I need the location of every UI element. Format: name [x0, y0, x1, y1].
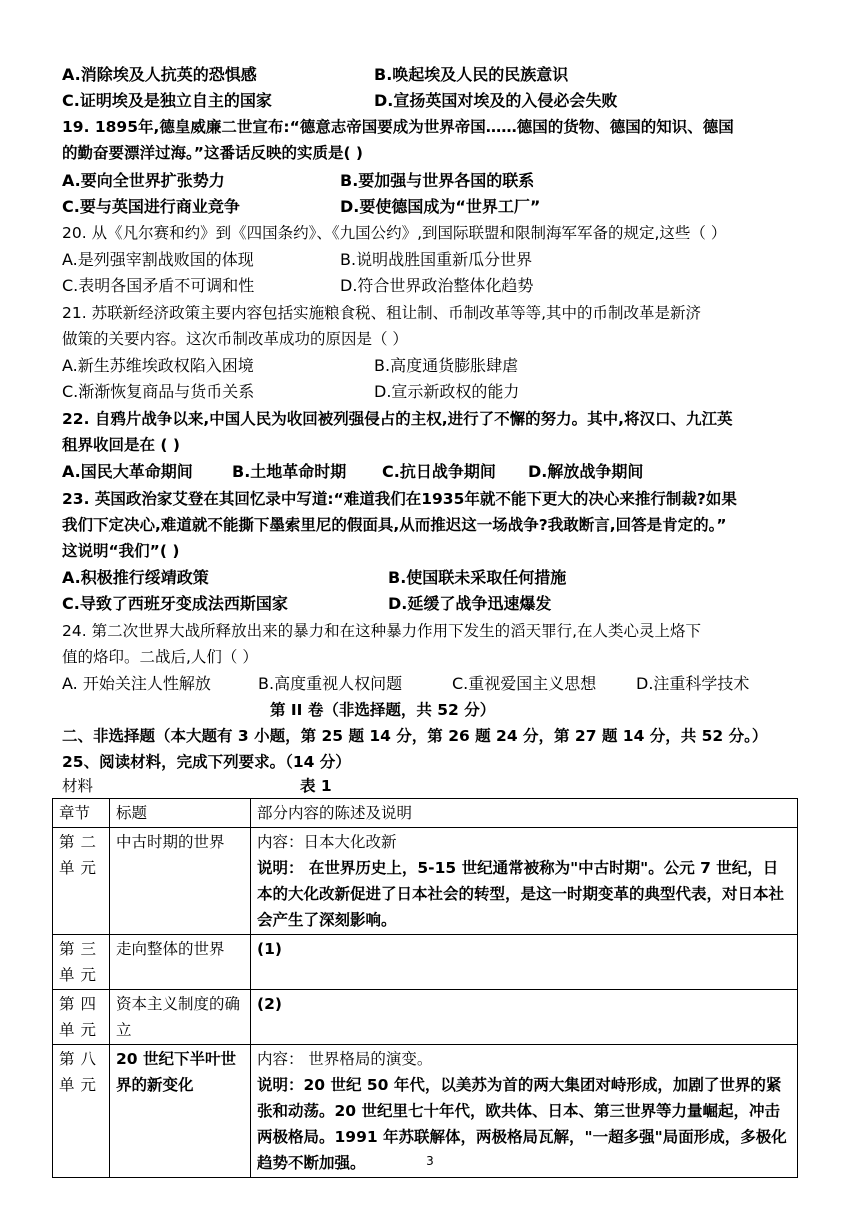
q18-option-d: D.宣扬英国对埃及的入侵必会失败	[374, 91, 618, 110]
row1-chapter: 第二单元	[53, 828, 110, 935]
q21-option-d: D.宣示新政权的能力	[374, 382, 520, 401]
table-1	[52, 798, 798, 1178]
material-label: 材料	[62, 777, 94, 795]
q21-option-c: C.渐渐恢复商品与货币关系	[62, 382, 255, 401]
row2-chapter: 第三单元	[53, 935, 110, 990]
part2-title: 第 II 卷（非选择题，共 52 分）	[270, 701, 496, 719]
q24-stem-line1: 24. 第二次世界大战所释放出来的暴力和在这种暴力作用下发生的滔天罪行,在人类心灵上烙下	[62, 622, 702, 640]
q21-option-b: B.高度通货膨胀肆虐	[374, 356, 519, 375]
q19-option-d: D.要使德国成为“世界工厂”	[340, 197, 541, 216]
q19-option-a: A.要向全世界扩张势力	[62, 171, 225, 190]
row2-content: (1)	[251, 935, 798, 990]
q22-stem-line1: 22. 自鸦片战争以来,中国人民为收回被列强侵占的主权,进行了不懈的努力。其中,将汉口、九江英	[62, 410, 733, 428]
q18-option-b: B.唤起埃及人民的民族意识	[374, 65, 569, 84]
q20-option-b: B.说明战胜国重新瓜分世界	[340, 250, 533, 269]
q23-stem-line2: 我们下定决心,难道就不能撕下墨索里尼的假面具,从而推迟这一场战争?我敢断言,回答是肯定的。”	[62, 516, 727, 534]
q23-stem-line3: 这说明“我们”( )	[62, 542, 180, 560]
page-number: 3	[426, 1154, 434, 1168]
table-caption: 表 1	[300, 777, 332, 795]
q19-stem-line1: 19. 1895年,德皇威廉二世宣布:“德意志帝国要成为世界帝国……德国的货物、德国的知识、德国	[62, 118, 734, 136]
row1-note: 说明： 在世界历史上，5-15 世纪通常被称为"中古时期"。公元 7 世纪，日本的大化改新促进了日本社会的转型，是这一时期变革的典型代表，对日本社会产生了深刻影响。	[257, 859, 785, 929]
table-row	[53, 990, 798, 1045]
row4-note: 说明：20 世纪 50 年代，以美苏为首的两大集团对峙形成，加剧了世界的紧张和动荡。20 世纪里七十年代，欧共体、日本、第三世界等力量崛起，冲击两极格局。1991 年苏联解体，两极格局瓦解，"一超多强"局面形成，多极化趋势不断加强。	[257, 1076, 787, 1172]
q22-stem-line2: 租界收回是在 ( )	[62, 436, 180, 454]
q22-option-b: B.土地革命时期	[232, 462, 347, 481]
part2-heading: 二、非选择题（本大题有 3 小题，第 25 题 14 分，第 26 题 24 分，第 27 题 14 分，共 52 分。）	[62, 727, 768, 745]
row3-content: (2)	[251, 990, 798, 1045]
q22-option-a: A.国民大革命期间	[62, 462, 193, 481]
q19-option-c: C.要与英国进行商业竞争	[62, 197, 240, 216]
q23-stem-line1: 23. 英国政治家艾登在其回忆录中写道:“难道我们在1935年就不能下更大的决心来推行制裁?如果	[62, 490, 737, 508]
q20-option-d: D.符合世界政治整体化趋势	[340, 276, 534, 295]
q24-option-b: B.高度重视人权问题	[258, 674, 403, 693]
q24-option-d: D.注重科学技术	[636, 674, 750, 693]
table-header-row	[53, 799, 798, 828]
row2-title: 走向整体的世界	[110, 935, 251, 990]
q24-option-c: C.重视爱国主义思想	[452, 674, 597, 693]
header-content: 部分内容的陈述及说明	[251, 799, 798, 828]
q21-stem-line2: 做策的关要内容。这次币制改革成功的原因是（ ）	[62, 330, 408, 348]
q23-option-a: A.积极推行绥靖政策	[62, 568, 209, 587]
q19-stem-line2: 的勤奋要漂洋过海。”这番话反映的实质是( )	[62, 144, 364, 162]
q23-option-b: B.使国联未采取任何措施	[388, 568, 567, 587]
row4-content: 内容： 世界格局的演变。	[257, 1050, 433, 1068]
q22-option-d: D.解放战争期间	[528, 462, 644, 481]
q24-option-a: A. 开始关注人性解放	[62, 674, 211, 693]
q21-option-a: A.新生苏维埃政权陷入困境	[62, 356, 254, 375]
row4-chapter: 第八单元	[53, 1045, 110, 1178]
row1-content-cell	[251, 828, 798, 935]
q18-option-a: A.消除埃及人抗英的恐惧感	[62, 65, 257, 84]
q24-stem-line2: 值的烙印。二战后,人们（ ）	[62, 648, 258, 666]
row3-chapter: 第四单元	[53, 990, 110, 1045]
row4-title: 20 世纪下半叶世界的新变化	[110, 1045, 251, 1178]
q20-option-c: C.表明各国矛盾不可调和性	[62, 276, 255, 295]
q25-prompt: 25、阅读材料，完成下列要求。（14 分）	[62, 753, 351, 771]
row1-title: 中古时期的世界	[110, 828, 251, 935]
row1-content: 内容：日本大化改新	[257, 833, 397, 851]
table-row	[53, 828, 798, 935]
q21-stem-line1: 21. 苏联新经济政策主要内容包括实施粮食税、租让制、币制改革等等,其中的币制改革是新济	[62, 304, 702, 322]
q23-option-d: D.延缓了战争迅速爆发	[388, 594, 552, 613]
table-row	[53, 935, 798, 990]
q19-option-b: B.要加强与世界各国的联系	[340, 171, 535, 190]
q20-option-a: A.是列强宰割战败国的体现	[62, 250, 254, 269]
q18-option-c: C.证明埃及是独立自主的国家	[62, 91, 272, 110]
q20-stem-line1: 20. 从《凡尔赛和约》到《四国条约》、《九国公约》,到国际联盟和限制海军军备的规定,这些（ ）	[62, 224, 727, 242]
q22-option-c: C.抗日战争期间	[382, 462, 496, 481]
row3-title: 资本主义制度的确立	[110, 990, 251, 1045]
q23-option-c: C.导致了西班牙变成法西斯国家	[62, 594, 288, 613]
header-title: 标题	[110, 799, 251, 828]
header-chapter: 章节	[53, 799, 110, 828]
